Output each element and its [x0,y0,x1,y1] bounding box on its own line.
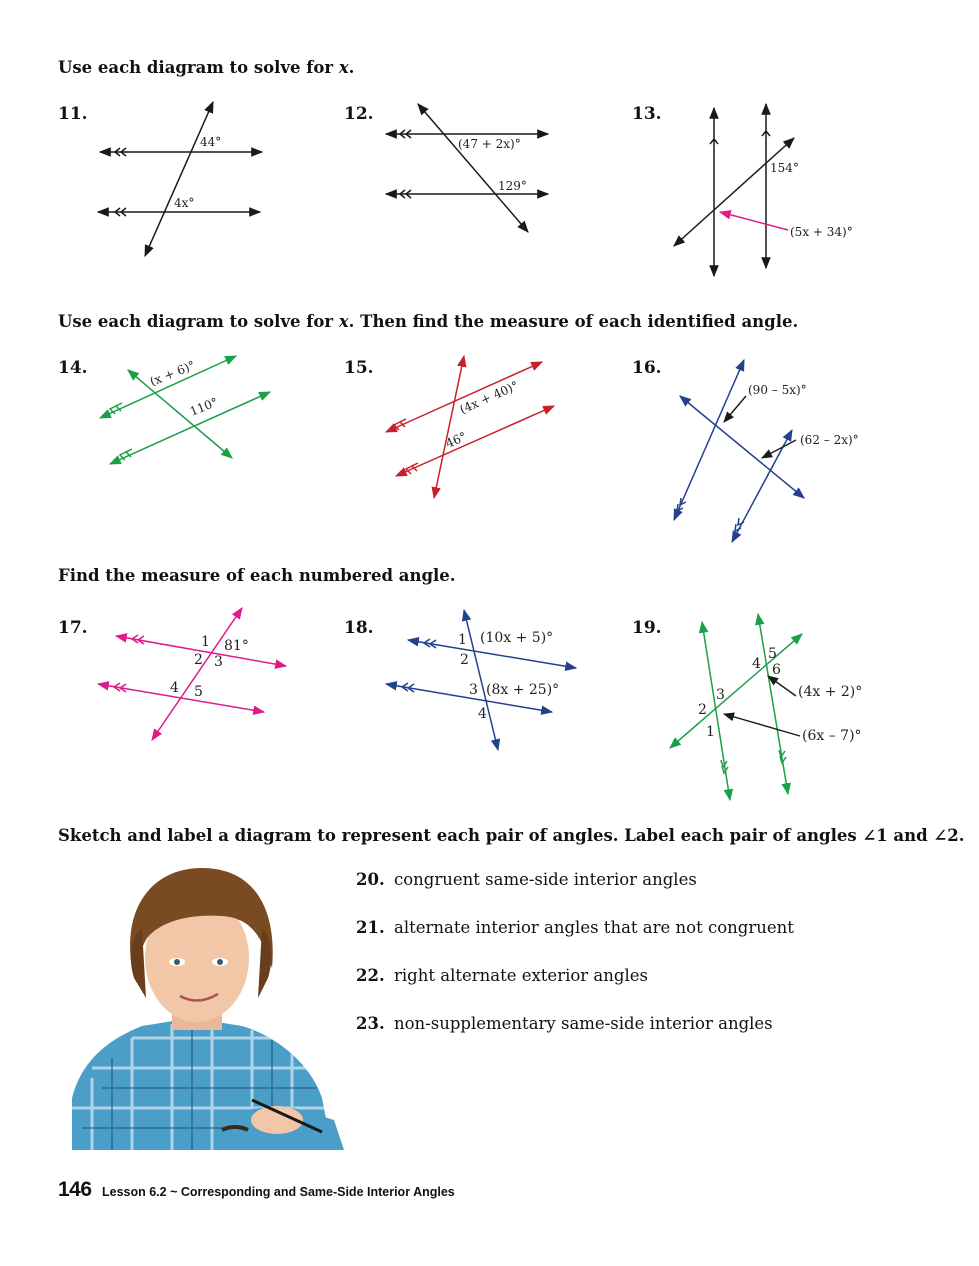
angle-number-4: 4 [478,706,487,722]
diagram-19 [664,610,874,806]
angle-label: 129° [498,179,527,193]
problem-number-15: 15. [344,358,374,378]
angle-number-2: 2 [194,652,203,668]
angle-label: 4x° [174,196,195,210]
angle-label: (4x + 40)° [457,378,521,417]
angle-label: 81° [224,638,249,654]
diagram-14 [96,352,280,468]
angle-number-5: 5 [768,646,777,662]
list-item: 23. non-supplementary same-side interior angles [356,1014,773,1033]
angle-label: 46° [443,429,469,451]
angle-label: (x + 6)° [147,358,198,389]
angle-number-3: 3 [469,682,478,698]
problem-number-19: 19. [632,618,662,638]
angle-number-4: 4 [170,680,179,696]
angle-number-1: 1 [458,632,467,648]
diagram-12 [380,96,580,236]
diagram-17 [94,604,294,744]
list-item: 20. congruent same-side interior angles [356,870,697,889]
problem-number-18: 18. [344,618,374,638]
angle-number-2: 2 [698,702,707,718]
diagram-15 [382,352,566,502]
angle-label: (10x + 5)° [480,630,554,646]
section-heading-numbered-angles: Find the measure of each numbered angle. [58,566,456,585]
page-number: 146 [58,1178,92,1201]
lesson-title: Lesson 6.2 ~ Corresponding and Same-Side Interior Angles [102,1185,455,1199]
section-heading-solve-measure: Use each diagram to solve for x. Then find the measure of each identified angle. [58,312,799,331]
diagram-18 [382,604,582,754]
angle-label: (8x + 25)° [486,682,560,698]
angle-number-3: 3 [716,687,725,703]
angle-number-6: 6 [772,662,781,678]
angle-label: (5x + 34)° [790,225,853,239]
problem-number-12: 12. [344,104,374,124]
exercise-list [356,870,794,1062]
problem-number-16: 16. [632,358,662,378]
angle-label: 154° [770,161,799,175]
angle-label: 44° [200,135,222,149]
page-footer [58,1178,455,1202]
angle-label: (47 + 2x)° [458,137,521,151]
section-heading-solve: Use each diagram to solve for x. [58,58,355,77]
angle-number-4: 4 [752,656,761,672]
problem-number-17: 17. [58,618,88,638]
diagram-11 [90,98,280,260]
problem-number-11: 11. [58,104,88,124]
section-heading-sketch: Sketch and label a diagram to represent each pair of angles. Label each pair of angles ∠1 and ∠2. [58,826,965,845]
angle-label: (6x – 7)° [802,728,862,744]
student-photo [72,858,344,1150]
diagram-13 [670,100,860,280]
angle-label: (4x + 2)° [798,684,863,700]
list-item: 21. alternate interior angles that are not congruent [356,918,794,937]
angle-label: (62 – 2x)° [800,433,859,447]
angle-number-3: 3 [214,654,223,670]
diagram-16 [670,356,870,546]
problem-number-13: 13. [632,104,662,124]
angle-label: (90 – 5x)° [748,383,807,397]
angle-number-2: 2 [460,652,469,668]
problem-number-14: 14. [58,358,88,378]
list-item: 22. right alternate exterior angles [356,966,648,985]
angle-label: 110° [187,394,220,419]
angle-number-5: 5 [194,684,203,700]
angle-number-1: 1 [706,724,715,740]
angle-number-1: 1 [201,634,210,650]
